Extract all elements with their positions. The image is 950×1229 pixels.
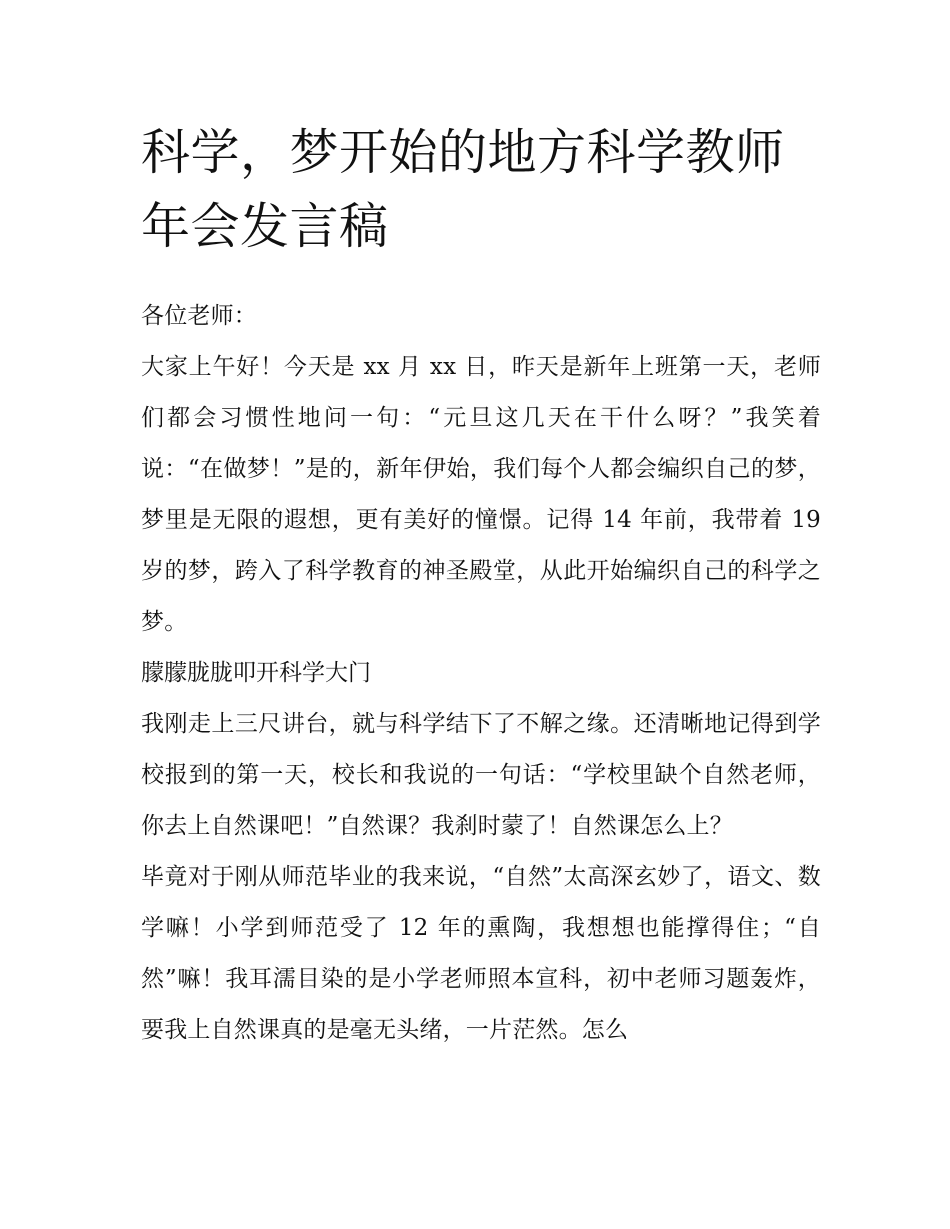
section-paragraph-2: 毕竟对于刚从师范毕业的我来说，“自然”太高深玄妙了，语文、数学嘛！小学到师范受了 12 年的熏陶，我想想也能撑得住；“自然”嘛！我耳濡目染的是小学老师照本宣科，初中老师习题轰炸，要我上自然课真的是毫无头绪，一片茫然。怎么 <box>141 864 821 1043</box>
section-heading: 朦朦胧胧叩开科学大门 <box>141 660 371 686</box>
section-paragraph-1: 我刚走上三尺讲台，就与科学结下了不解之缘。还清晰地记得到学校报到的第一天，校长和我说的一句话：“学校里缺个自然老师，你去上自然课吧！”自然课？我刹时蒙了！自然课怎么上？ <box>141 711 821 839</box>
intro-paragraph: 大家上午好！今天是 xx 月 xx 日，昨天是新年上班第一天，老师们都会习惯性地问一句：“元旦这几天在干什么呀？”我笑着说：“在做梦！”是的，新年伊始，我们每个人都会编织自己的梦，梦里是无限的遐想，更有美好的憧憬。记得 14 年前，我带着 19 岁的梦，跨入了科学教育的神圣殿堂，从此开始编织自己的科学之梦。 <box>141 354 821 635</box>
document-body <box>141 116 821 1056</box>
greeting-line: 各位老师： <box>141 303 257 329</box>
document-title: 科学，梦开始的地方科学教师年会发言稿 <box>141 124 785 255</box>
